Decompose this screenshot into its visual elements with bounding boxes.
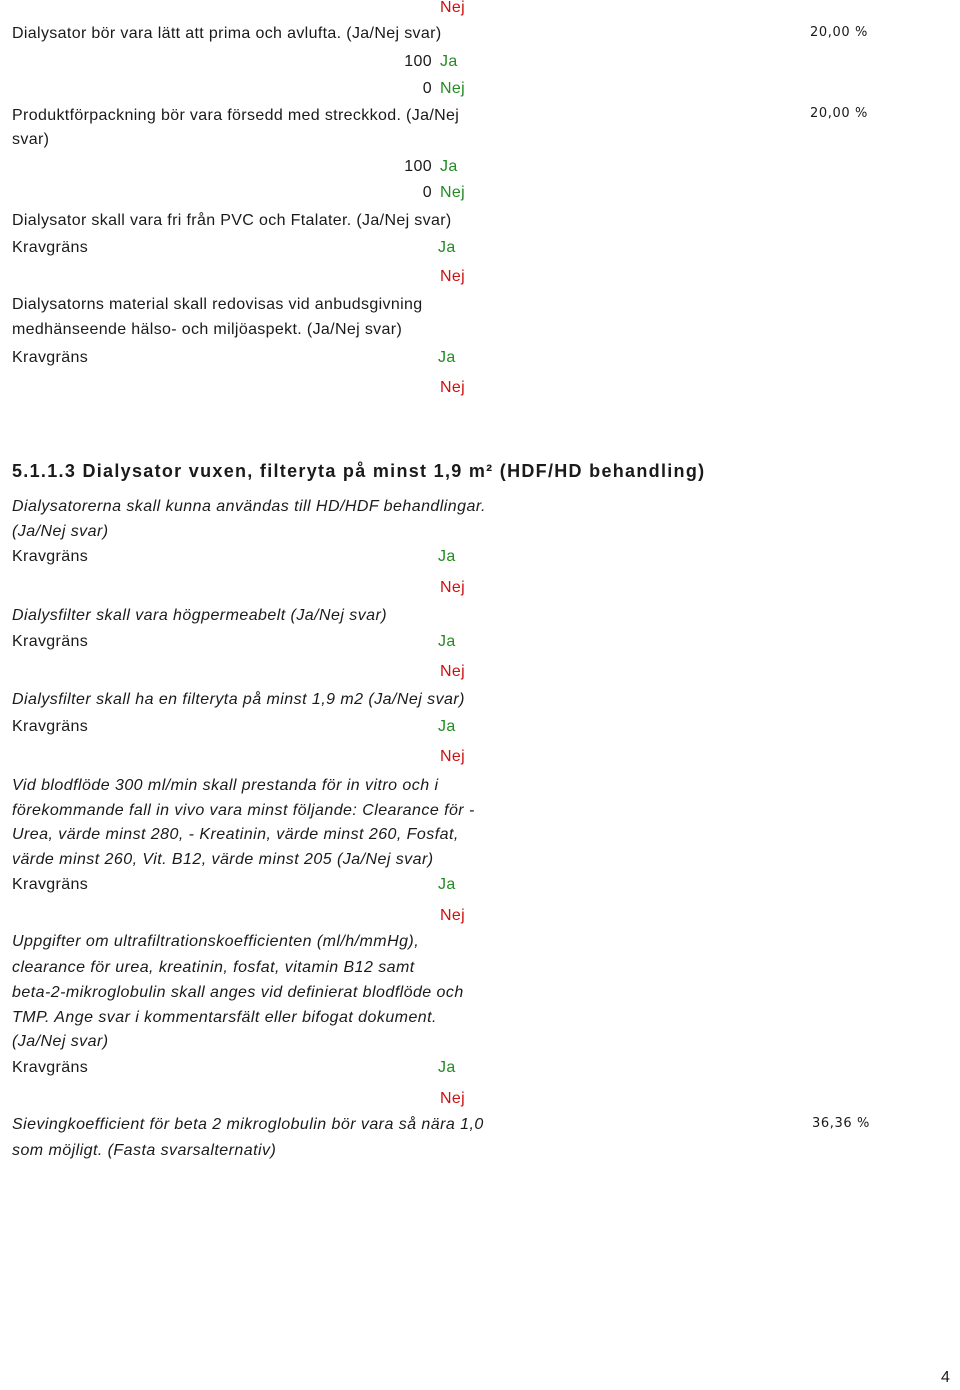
- question-text: Sievingkoefficient för beta 2 mikroglobulin bör vara så nära 1,0: [12, 1116, 484, 1133]
- question-text: Dialysatorerna skall kunna användas till HD/HDF behandlingar.: [12, 498, 486, 515]
- question-text: förekommande fall in vivo vara minst följande: Clearance för -: [12, 802, 475, 819]
- question-weight: 20,00 %: [810, 25, 868, 40]
- answer-yes: Ja: [438, 876, 456, 893]
- option-label-no: Nej: [440, 80, 466, 97]
- answer-yes: Ja: [438, 1059, 456, 1076]
- question-weight: 36,36 %: [812, 1116, 870, 1131]
- question-text: clearance för urea, kreatinin, fosfat, vitamin B12 samt: [12, 959, 415, 976]
- requirement-label: Kravgräns: [12, 548, 89, 565]
- answer-no: Nej: [440, 1090, 466, 1107]
- answer-no: Nej: [440, 579, 466, 596]
- answer-no: Nej: [440, 379, 466, 396]
- question-text: beta-2-mikroglobulin skall anges vid definierat blodflöde och: [12, 984, 464, 1001]
- answer-yes: Ja: [438, 548, 456, 565]
- question-text: värde minst 260, Vit. B12, värde minst 205 (Ja/Nej svar): [12, 851, 434, 868]
- question-weight: 20,00 %: [810, 106, 868, 121]
- option-label-yes: Ja: [440, 158, 458, 175]
- option-points: 0: [422, 80, 432, 97]
- question-text: medhänseende hälso- och miljöaspekt. (Ja/Nej svar): [12, 321, 403, 338]
- question-text: Uppgifter om ultrafiltrationskoefficienten (ml/h/mmHg),: [12, 933, 420, 950]
- question-text: (Ja/Nej svar): [12, 523, 109, 540]
- answer-yes: Ja: [438, 633, 456, 650]
- question-text: Urea, värde minst 280, - Kreatinin, värde minst 260, Fosfat,: [12, 826, 459, 843]
- answer-yes: Ja: [438, 349, 456, 366]
- option-label-yes: Ja: [440, 53, 458, 70]
- section-heading: 5.1.1.3 Dialysator vuxen, filteryta på minst 1,9 m² (HDF/HD behandling): [12, 461, 706, 481]
- answer-no: Nej: [440, 748, 466, 765]
- requirement-label: Kravgräns: [12, 349, 89, 366]
- question-text: som möjligt. (Fasta svarsalternativ): [12, 1142, 277, 1159]
- requirement-label: Kravgräns: [12, 876, 89, 893]
- answer-yes: Ja: [438, 239, 456, 256]
- answer-no: Nej: [440, 907, 466, 924]
- question-text: Dialysatorns material skall redovisas vid anbudsgivning: [12, 296, 423, 313]
- question-text: Dialysfilter skall vara högpermeabelt (Ja/Nej svar): [12, 607, 388, 624]
- answer-no-top: Nej: [440, 0, 466, 16]
- option-label-no: Nej: [440, 184, 466, 201]
- question-text: Dialysfilter skall ha en filteryta på minst 1,9 m2 (Ja/Nej svar): [12, 691, 465, 708]
- question-text: (Ja/Nej svar): [12, 1033, 109, 1050]
- question-text: Dialysator skall vara fri från PVC och Ftalater. (Ja/Nej svar): [12, 212, 452, 229]
- question-text: Dialysator bör vara lätt att prima och avlufta. (Ja/Nej svar): [12, 25, 442, 42]
- requirement-label: Kravgräns: [12, 718, 89, 735]
- question-text: Produktförpackning bör vara försedd med streckkod. (Ja/Nej: [12, 107, 460, 124]
- option-points: 100: [404, 53, 432, 70]
- requirement-label: Kravgräns: [12, 633, 89, 650]
- requirement-label: Kravgräns: [12, 239, 89, 256]
- answer-yes: Ja: [438, 718, 456, 735]
- option-points: 100: [404, 158, 432, 175]
- answer-no: Nej: [440, 663, 466, 680]
- requirement-label: Kravgräns: [12, 1059, 89, 1076]
- answer-no: Nej: [440, 268, 466, 285]
- question-text: TMP. Ange svar i kommentarsfält eller bifogat dokument.: [12, 1009, 437, 1026]
- page-number: 4: [941, 1369, 951, 1386]
- question-text: svar): [12, 131, 50, 148]
- option-points: 0: [422, 184, 432, 201]
- question-text: Vid blodflöde 300 ml/min skall prestanda för in vitro och i: [12, 777, 439, 794]
